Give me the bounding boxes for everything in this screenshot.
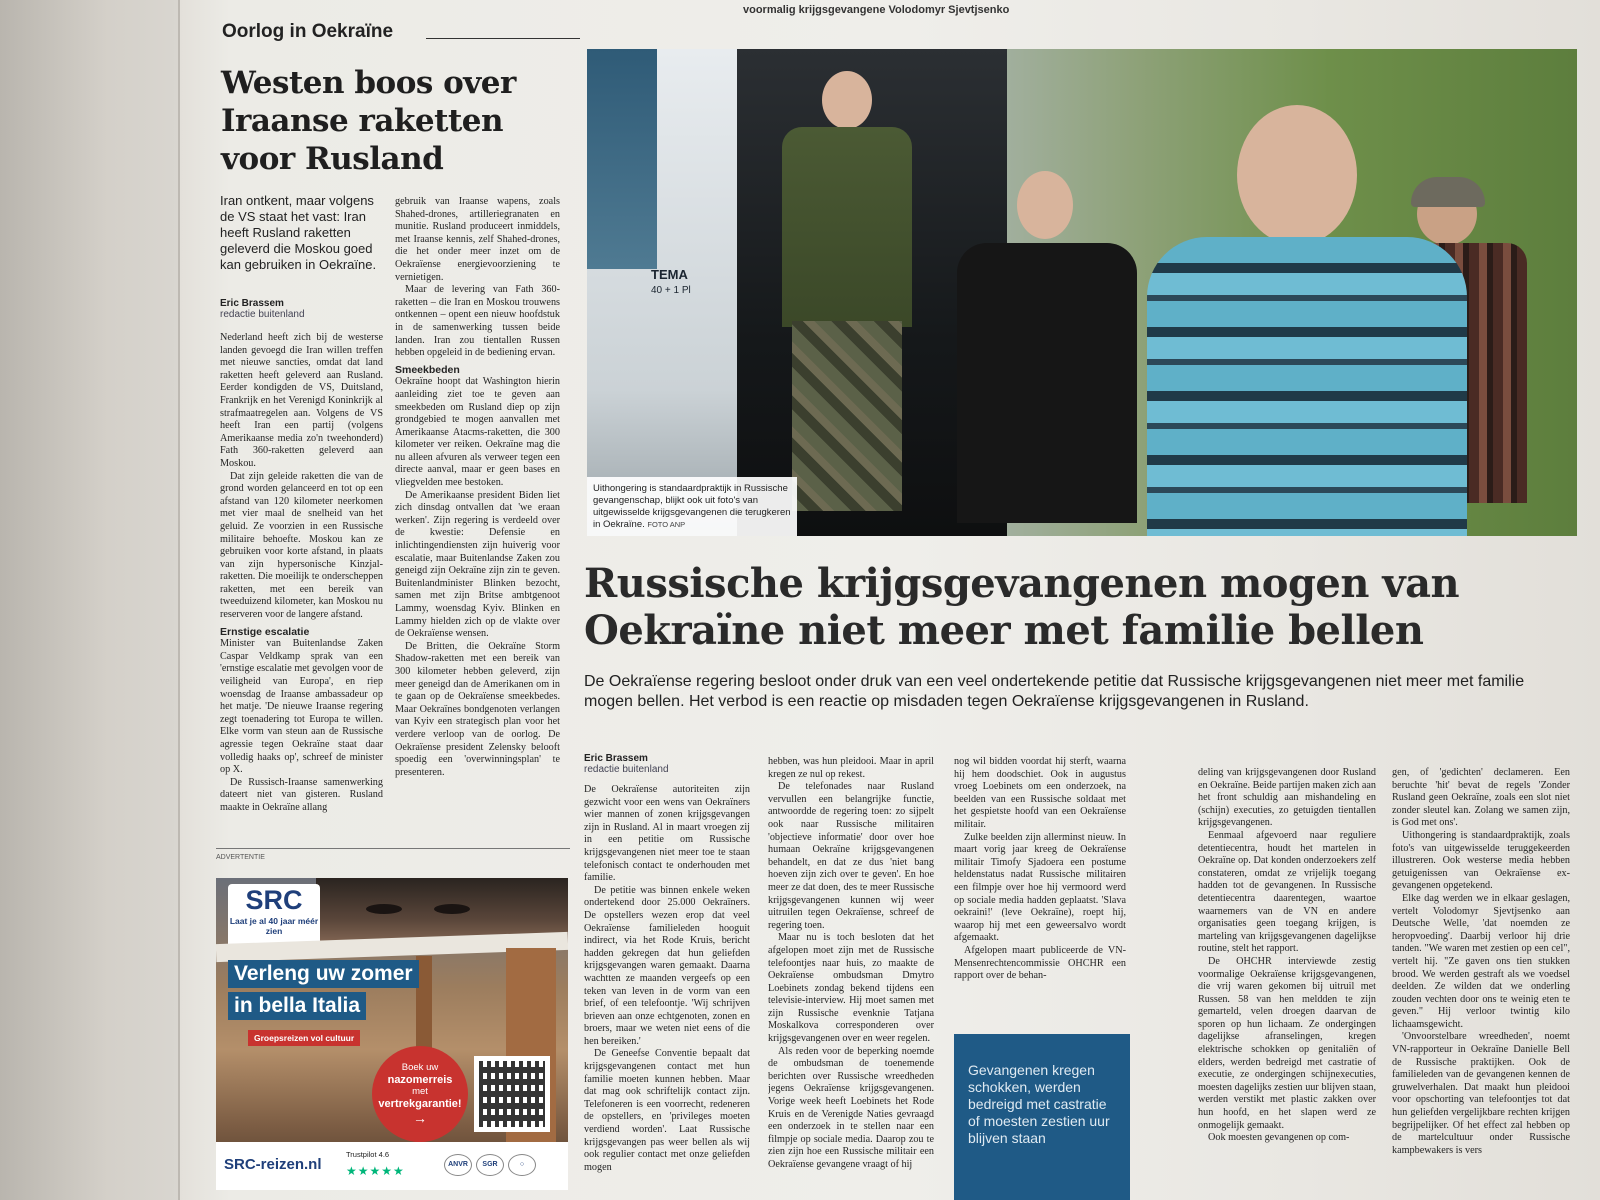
main-article-column-3 [954, 756, 1126, 1028]
partner-logo-icon: ○ [508, 1154, 536, 1176]
qr-code[interactable] [474, 1056, 550, 1132]
torso-shape [957, 243, 1137, 523]
paragraph: De Geneefse Conventie bepaalt dat krijgsgevangenen contact met hun familie moeten kunnen hebben. Maar dat mag ook schriftelijk contact zijn. Telefoneren is een voorrecht, redeneren de opstellers, en 'privileges moeten verdiend worden'. Laat Russische krijgsgevangen pas weer bellen als wij ook regulier contact met onze geliefden mogen [584, 1048, 750, 1173]
byline-author: Eric Brassem [220, 298, 284, 309]
paragraph: Zulke beelden zijn allerminst nieuw. In maart vorig jaar kreeg de Oekraïense militair Timofy Sjadoera een postume heldenstatus nadat Russische militairen een filmpje over hoe hij vermoord werd op sociale media hadden geplaatst. 'Slava oekraini!' (leve Oekraïne), roept hij, waarop hij met een geweersalvo wordt afgemaakt. [954, 831, 1126, 944]
badge-line: vertrekgarantie! [378, 1098, 462, 1110]
main-article-column-2 [768, 756, 934, 1200]
head-shape [822, 71, 872, 129]
main-article-column-4 [1198, 767, 1376, 1200]
fold-line [178, 0, 180, 1200]
prisoner-figure-1 [762, 71, 922, 531]
badge-line: nazomerreis [387, 1074, 453, 1086]
ad-subtitle: Groepsreizen vol cultuur [248, 1030, 360, 1046]
subheading: Ernstige escalatie [220, 625, 310, 638]
src-brand: SRC [245, 885, 303, 915]
torso-shape [1147, 237, 1467, 536]
paragraph: Maar de levering van Fath 360-raketten – die Iran en Moskou trouwens ontkennen – opent een nieuw hoofdstuk in de samenwerking tussen beide landen. Iran zou tientallen Russen hebben opgeleid in de bediening ervan. [395, 284, 560, 359]
paragraph: gen, of 'gedichten' declameren. Een beruchte 'hit' bevat de regels 'Zonder Rusland geen Oekraïne, zoals een slot niet zonder sleutel kan. Zolang we samen zijn, is God met ons'. [1392, 767, 1570, 829]
ad-label: ADVERTENTIE [216, 854, 265, 861]
bus-brand-text: TEMA [651, 267, 688, 282]
byline-role: redactie buitenland [584, 764, 669, 775]
left-article-lead: Iran ontkent, maar volgens de VS staat het vast: Iran heeft Rusland raketten geleverd die Moskou goed kan gebruiken in Oekraïne. [220, 193, 377, 272]
bus-window [587, 49, 657, 269]
paragraph: Eenmaal afgevoerd naar reguliere detentiecentra, houdt het martelen in Oekraïne op. Dat konden onderzoekers zelf constateren, omdat ze vrijelijk toegang hadden tot de gevangenen. In Russische detentiecentra daarentegen, waartoe waarnemers van de VN en andere organisaties geen toegang krijgen, is marteling van krijgsgevangenen dagelijkse routine, stelt het rapport. [1198, 829, 1376, 955]
prisoner-figure-3 [1147, 105, 1477, 536]
subheading: Smeekbeden [395, 363, 460, 376]
paragraph: Dat zijn geleide raketten die van de grond worden gelanceerd en tot op een afstand van 120 kilometer neerkomen met vier maal de snelheid van het geluid. Ze voorzien in een Russische militaire behoefte. Moskou kan ze gebruiken voor korte afstand, in plaats van zijn hypersonische Kinzjal-raketten. Die moeilijk te onderscheppen raketten, met een bereik van tweeduizend kilometer, kan Moskou nu reserveren voor de langere afstand. [220, 470, 383, 621]
paragraph: gebruik van Iraanse wapens, zoals Shahed-drones, artilleriegranaten en munitie. Rusland produceert inmiddels, met Iraanse kennis, zelf Shahed-drones, die het onder meer inzet om de Oekraïense energievoorziening te vernietigen. [395, 196, 560, 283]
prisoner-figure-2 [957, 171, 1147, 531]
paragraph: Ook moesten gevangenen op com- [1208, 1132, 1350, 1144]
paragraph: De Oekraïense autoriteiten zijn gezwicht voor een wens van Oekraïners wier mannen of zonen krijgsgevangen zijn in Rusland. Al in maart vroegen zij in een petitie om Russische krijgsgevangenen niet meer toe te staan telefonisch contact te onderhouden met familie. [584, 784, 750, 884]
main-photo [587, 49, 1577, 536]
ad-footer [216, 1142, 568, 1190]
legs-shape [792, 321, 902, 511]
main-article-byline [584, 753, 669, 775]
left-article-column-1 [220, 332, 383, 837]
photo-caption [587, 477, 797, 536]
pull-quote: Gevangenen kregen schokken, werden bedreigd met castratie of moesten zestien uur blijven staan [954, 1034, 1130, 1200]
byline-author: Eric Brassem [584, 753, 648, 764]
photo-credit: FOTO ANP [647, 520, 686, 529]
paragraph: 'Onvoorstelbare wreedheden', noemt VN-rapporteur in Oekraïne Danielle Bell de Russische praktijken. Ook de familieleden van de gevangenen kennen de gruwelverhalen. Dat maakt hun pleidooi voor opschorting van telefoontjes tot dat hun geliefden vergelijkbare rechten krijgen begrijpelijker. Of het effect zal hebben op de martelcultuur onder Russische kampbewakers is vers [1392, 1031, 1570, 1156]
ad-title-line-1: Verleng uw zomer [228, 960, 419, 988]
main-article-column-1 [584, 784, 750, 1200]
qr-pattern [479, 1061, 545, 1127]
booking-badge[interactable] [372, 1046, 468, 1142]
left-article-headline: Westen boos over Iraanse raketten voor Rusland [221, 65, 516, 177]
byline-role: redactie buitenland [220, 309, 305, 320]
paragraph: De telefonades naar Rusland vervullen een belangrijke functie, antwoordde de regering toen: zo sijpelt ook naar Russische militairen 'objectieve informatie' door over hoe humaan Oekraïne krijgsgevangenen behandelt, en dat ze dus 'niet bang hoeven zijn zich over te geven'. En hoe meer ze dat doen, des te meer Russische krijgsgevangenen kunnen wij weer uitruilen tegen Oekraïense, schreef de regering toen. [768, 781, 934, 931]
section-rule [426, 38, 580, 39]
left-article-column-2 [395, 196, 560, 838]
paragraph: Maar nu is toch besloten dat het afgelopen moet zijn met de Russische telefoontjes naar huis, zo maakte de Oekraïense ombudsman Dmytro Loebinets zondag bekend tijdens een televisie-interview. Hij moet samen met zijn Russische evenknie Tatjana Moskalkova corresponderen over krijgsgevangenen over en weer regelen. [768, 932, 934, 1045]
trustpilot-stars-icon: ★★★★★ [346, 1164, 405, 1178]
caption-text: Uithongering is standaardpraktijk in Russische gevangenschap, blijkt ook uit foto's van uitgewisselde krijgsgevangenen die terugkeren in Oekraïne. [593, 483, 791, 530]
ad-title-line-2: in bella Italia [228, 992, 366, 1020]
eye-shape [366, 904, 402, 914]
paragraph: Afgelopen maart publiceerde de VN-Mensenrechtencommissie OHCHR een rapport over de behan- [954, 944, 1126, 982]
left-article-byline [220, 298, 305, 320]
ad-divider [216, 848, 570, 849]
trustpilot-score: Trustpilot 4.6 [346, 1150, 390, 1159]
main-article-column-5 [1392, 767, 1570, 1200]
ad-url[interactable]: SRC-reizen.nl [224, 1156, 322, 1173]
paragraph: Elke dag werden we in elkaar geslagen, vertelt Volodomyr Sjevtjsenko aan Deutsche Welle, 'dat noemden ze heropvoeding'. Daarbij verloor hij drie tanden. "We waren met zestien op een cel", vertelt hij. "Ze gaven ons tien stukken brood. We werden gestraft als we voedsel deelden. Ze wilden dat we onderling zouden vechten door ons te weinig eten te geven." Hij verloor twintig kilo lichaamsgewicht. [1392, 892, 1570, 1030]
sgr-logo-icon: SGR [476, 1154, 504, 1176]
paragraph: Nederland heeft zich bij de westerse landen gevoegd die Iran willen treffen met nieuwe sancties, omdat dat land raketten heeft geleverd aan Rusland. Eerder kondigden de VS, Duitsland, Frankrijk en het Verenigd Koninkrijk al strafmaatregelen aan. Volgens de VS heeft Iran een partij (volgens Amerikaanse media zo'n tweehonderd) Fath 360-raketten geleverd aan Moskou. [220, 332, 383, 469]
paragraph: Minister van Buitenlandse Zaken Caspar Veldkamp sprak van een 'ernstige escalatie met gevolgen voor de veiligheid van Europa', en riep woensdag de Iraanse ambassadeur op het matje. 'De nieuwe Iraanse regering zegt toenadering tot Europa te willen. Elke vorm van steun aan de Russische agressie tegen Oekraïne staat daar volledig haaks op', schreef de minister op X. [220, 638, 383, 776]
paragraph: Oekraïne hoopt dat Washington hierin aanleiding ziet toe te geven aan smeekbeden om Rusland diep op zijn grondgebied te mogen aanvallen met Amerikaanse Atacms-raketten, die 300 kilometer ver reiken. Oekraïne mag die nu alleen afvuren als verweer tegen een directe aanval, maar er geen bases en vliegvelden mee bestoken. [395, 376, 560, 489]
paragraph: Als reden voor de beperking noemde de ombudsman de toenemende berichten over Russische wreedheden jegens Oekraïense krijgsgevangenen. Vorige week heeft Loebinets het Rode Kruis en de Verenigde Naties gevraagd een onderzoek in te stellen naar een filmpje op sociale media. Daarop zou te zien zijn hoe een Russische militair een Oekraïense gevangene vraagt of hij [768, 1045, 934, 1170]
main-article-headline: Russische krijgsgevangenen mogen van Oekraïne niet meer met familie bellen [584, 560, 1460, 654]
paragraph: deling van krijgsgevangenen door Rusland en Oekraïne. Beide partijen maken zich aan het front schuldig aan mishandeling en (schijn) executies, zo getuigden tientallen krijgsgevangenen. [1198, 767, 1376, 829]
src-tagline: Laat je al 40 jaar méér zien [229, 916, 319, 936]
torso-shape [782, 127, 912, 327]
badge-line: Boek uw [401, 1062, 439, 1073]
badge-line: met [412, 1086, 428, 1097]
paragraph: De OHCHR interviewde zestig voormalige Oekraïense krijgsgevangenen, die vrij waren gekomen bij uitruil met Russen. 58 van hen meldden te zijn gemarteld, velen droegen daarvan de sporen op hun lichaam. Ze ondergingen dagelijkse afranselingen, kregen elektrische schokken op genitaliën of elders, werden bedreigd met castratie of executie, ze ondergingen schijnexecuties, moesten dagelijks zestien uur blijven staan, werden verstikt met plastic zakken over hun hoofd, en het slapen werd ze onmogelijk gemaakt. [1198, 955, 1376, 1131]
bus-capacity-text: 40 + 1 Pl [651, 285, 691, 296]
paragraph: nog wil bidden voordat hij sterft, waarna hij hem doodschiet. Ook in augustus vroeg Loebinets om een onderzoek, na beelden van een Russische soldaat met het gespietste hoofd van een Oekraïense militair. [954, 756, 1126, 830]
paragraph: De petitie was binnen enkele weken ondertekend door 25.000 Oekraïners. De opstellers wezen erop dat veel Oekraïense familieleden hooguit indirect, via het Rode Kruis, bericht hadden gekregen dat hun geliefden krijgsgevangen waren gemaakt. Daarna wachtten ze maanden vergeefs op een teken van leven in de vorm van een brief, of een telefoontje. 'Wij schrijven brieven aan onze echtgenoten, zonen en broers, maar we weten niet eens of die hen bereiken.' [584, 884, 750, 1047]
anvr-logo-icon: ANVR [444, 1154, 472, 1176]
partner-logos [444, 1154, 540, 1176]
paragraph: De Russisch-Iraanse samenwerking dateert niet van gisteren. Rusland maakte in Oekraïne allang [220, 776, 383, 813]
advertisement[interactable] [216, 878, 568, 1190]
paragraph: De Amerikaanse president Biden liet zich dinsdag ontvallen dat 'we eraan werken'. Zijn regering is verdeeld over de kwestie: Defensie en inlichtingendiensten zijn huiverig voor escalatie, maar Buitenlandse Zaken zou geneigd zijn Oekraïne zijn zin te geven. Buitenlandminister Blinken bezocht, samen met zijn Britse ambtgenoot Lammy, woensdag Kyiv. Blinken en Lammy hielden zich op de vlakte over de Oekraïense wensen. [395, 489, 560, 640]
paragraph: Uithongering is standaardpraktijk, zoals foto's van uitgewisselde teruggekeerden illustreren. Ook westerse media hebben getuigenissen van Oekraïense ex-gevangenen opgetekend. [1392, 829, 1570, 892]
section-heading: Oorlog in Oekraïne [222, 21, 394, 42]
arrow-right-icon: → [413, 1110, 427, 1126]
head-shape [1017, 171, 1073, 239]
paragraph: De Britten, die Oekraïne Storm Shadow-raketten met een bereik van 300 kilometer hebben geleverd, zijn meer geneigd dan de Amerikanen om in te gaan op de Oekraïense smeekbedes. Maar Oekraïnes bondgenoten verlangen van Kyiv een strategisch plan voor het verdere verloop van de oorlog. De Oekraïense president Zelensky belooft spoedig een 'overwinningsplan' te presenteren. [395, 640, 560, 778]
page-fold-shadow [0, 0, 180, 1200]
main-article-lead: De Oekraïense regering besloot onder druk van een veel ondertekende petitie dat Russische krijgsgevangenen niet meer met familie mogen bellen. Het verbod is een reactie op misdaden tegen Oekraïense krijgsgevangenen in Rusland. [584, 673, 1525, 710]
head-shape [1237, 105, 1357, 245]
eye-shape [434, 904, 470, 914]
paragraph: hebben, was hun pleidooi. Maar in april kregen ze nul op rekest. [768, 756, 934, 780]
top-photo-caption: voormalig krijgsgevangene Volodomyr Sjevtjsenko [743, 4, 1010, 16]
